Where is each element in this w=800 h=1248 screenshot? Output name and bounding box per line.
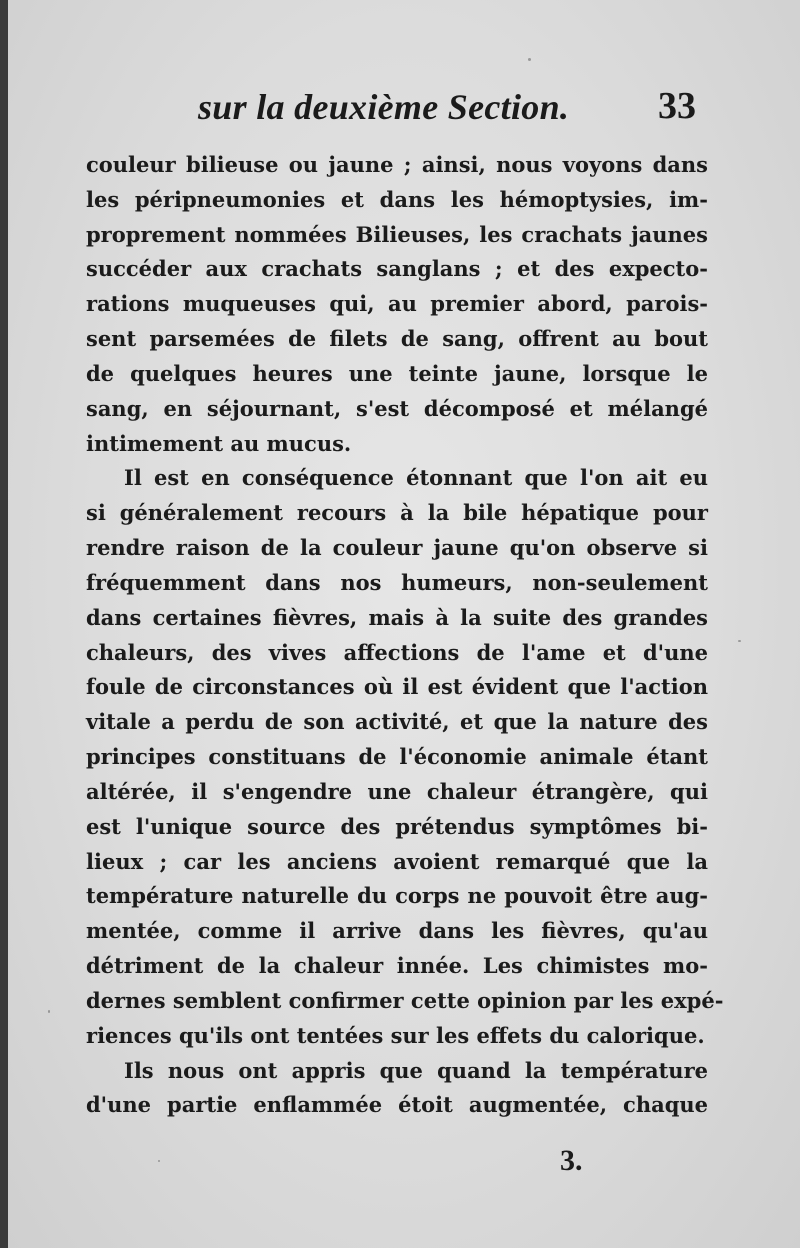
paper-speck	[738, 640, 741, 642]
paragraph-start-line: Il est en conséquence étonnant que l'on ait eu	[124, 465, 708, 491]
text-line: mentée, comme il arrive dans les fièvres, qu'au	[86, 918, 708, 944]
text-line: rendre raison de la couleur jaune qu'on observe si	[86, 535, 708, 561]
text-line: de quelques heures une teinte jaune, lorsque le	[86, 360, 708, 386]
body-text	[86, 148, 724, 1123]
text-line: fréquemment dans nos humeurs, non-seulement	[86, 569, 708, 595]
page-number: 33	[658, 85, 696, 127]
text-line: sang, en séjournant, s'est décomposé et mélangé	[86, 395, 708, 421]
paper-speck	[48, 1010, 50, 1013]
text-line: dans certaines fièvres, mais à la suite des grandes	[86, 604, 708, 630]
paper-speck	[528, 58, 531, 61]
text-line: vitale a perdu de son activité, et que la nature des	[86, 709, 708, 735]
text-line: intimement au mucus.	[86, 430, 352, 456]
text-line: les péripneumonies et dans les hémoptysies, im-	[86, 186, 708, 212]
text-line: proprement nommées Bilieuses, les crachats jaunes	[86, 221, 708, 247]
paper-speck	[158, 1160, 160, 1162]
text-line: chaleurs, des vives affections de l'ame et d'une	[86, 639, 708, 665]
text-line: lieux ; car les anciens avoient remarqué que la	[86, 848, 708, 874]
text-line: foule de circonstances où il est évident que l'action	[86, 674, 708, 700]
text-line: succéder aux crachats sanglans ; et des expecto-	[86, 256, 708, 282]
text-line: détriment de la chaleur innée. Les chimistes mo-	[86, 953, 708, 979]
text-line: d'une partie enflammée étoit augmentée, chaque	[86, 1092, 708, 1118]
text-line: est l'unique source des prétendus symptômes bi-	[86, 813, 708, 839]
text-line: sent parsemées de filets de sang, offrent au bout	[86, 326, 708, 352]
page-header	[8, 86, 800, 130]
paragraph-start-line: Ils nous ont appris que quand la température	[124, 1057, 708, 1083]
text-line: température naturelle du corps ne pouvoit être aug-	[86, 883, 708, 909]
text-line: si généralement recours à la bile hépatique pour	[86, 500, 708, 526]
text-line: couleur bilieuse ou jaune ; ainsi, nous voyons dans	[86, 152, 708, 177]
text-line: riences qu'ils ont tentées sur les effets du calorique.	[86, 1022, 705, 1048]
text-line: principes constituans de l'économie animale étant	[86, 744, 708, 770]
signature-mark: 3.	[560, 1144, 583, 1177]
text-line: dernes semblent confirmer cette opinion par les expé-	[86, 987, 724, 1013]
text-line: rations muqueuses qui, au premier abord, parois-	[86, 291, 708, 317]
text-line: altérée, il s'engendre une chaleur étrangère, qui	[86, 778, 708, 804]
running-title: sur la deuxième Section.	[198, 87, 570, 127]
